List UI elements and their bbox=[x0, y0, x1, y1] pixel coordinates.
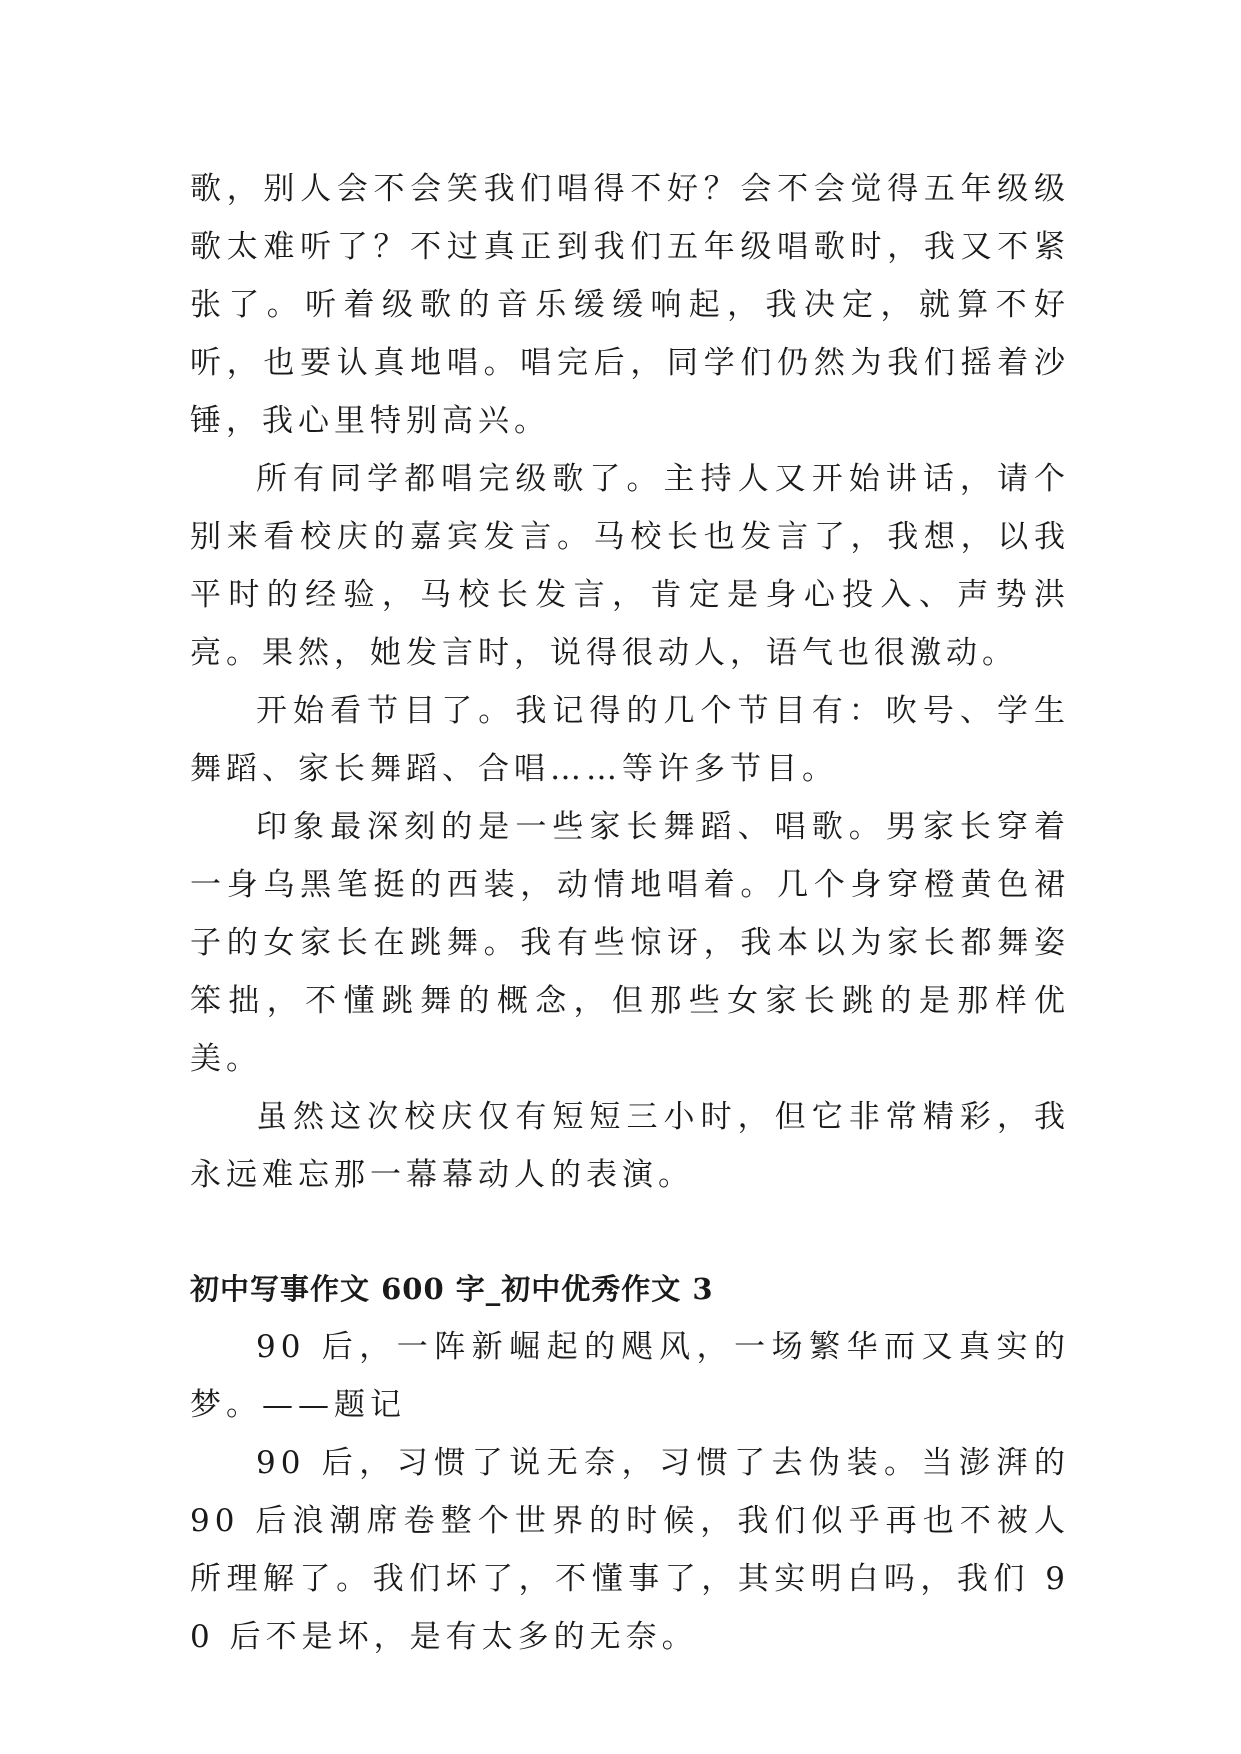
body-paragraph: 90 后，一阵新崛起的飓风，一场繁华而又真实的梦。——题记 bbox=[190, 1329, 1070, 1423]
section-heading: 初中写事作文 600 字_初中优秀作文 3 bbox=[190, 1272, 714, 1306]
body-paragraph: 所有同学都唱完级歌了。主持人又开始讲话，请个别来看校庆的嘉宾发言。马校长也发言了，我想，以我平时的经验，马校长发言，肯定是身心投入、声势洪亮。果然，她发言时，说得很动人，语气也很激动。 bbox=[190, 461, 1070, 671]
body-paragraph: 开始看节目了。我记得的几个节目有：吹号、学生舞蹈、家长舞蹈、合唱……等许多节目。 bbox=[190, 693, 1070, 787]
body-paragraph: 印象最深刻的是一些家长舞蹈、唱歌。男家长穿着一身乌黑笔挺的西装，动情地唱着。几个身穿橙黄色裙子的女家长在跳舞。我有些惊讶，我本以为家长都舞姿笨拙，不懂跳舞的概念，但那些女家长跳的是那样优美。 bbox=[190, 809, 1070, 1077]
body-paragraph: 虽然这次校庆仅有短短三小时，但它非常精彩，我永远难忘那一幕幕动人的表演。 bbox=[190, 1099, 1070, 1193]
document-page bbox=[190, 160, 1070, 1666]
body-paragraph: 歌，别人会不会笑我们唱得不好？会不会觉得五年级级歌太难听了？不过真正到我们五年级唱歌时，我又不紧张了。听着级歌的音乐缓缓响起，我决定，就算不好听，也要认真地唱。唱完后，同学们仍然为我们摇着沙锤，我心里特别高兴。 bbox=[190, 171, 1070, 439]
body-paragraph: 90 后，习惯了说无奈，习惯了去伪装。当澎湃的 90 后浪潮席卷整个世界的时候，我们似乎再也不被人所理解了。我们坏了，不懂事了，其实明白吗，我们 90 后不是坏，是有太多的无奈。 bbox=[190, 1445, 1070, 1655]
